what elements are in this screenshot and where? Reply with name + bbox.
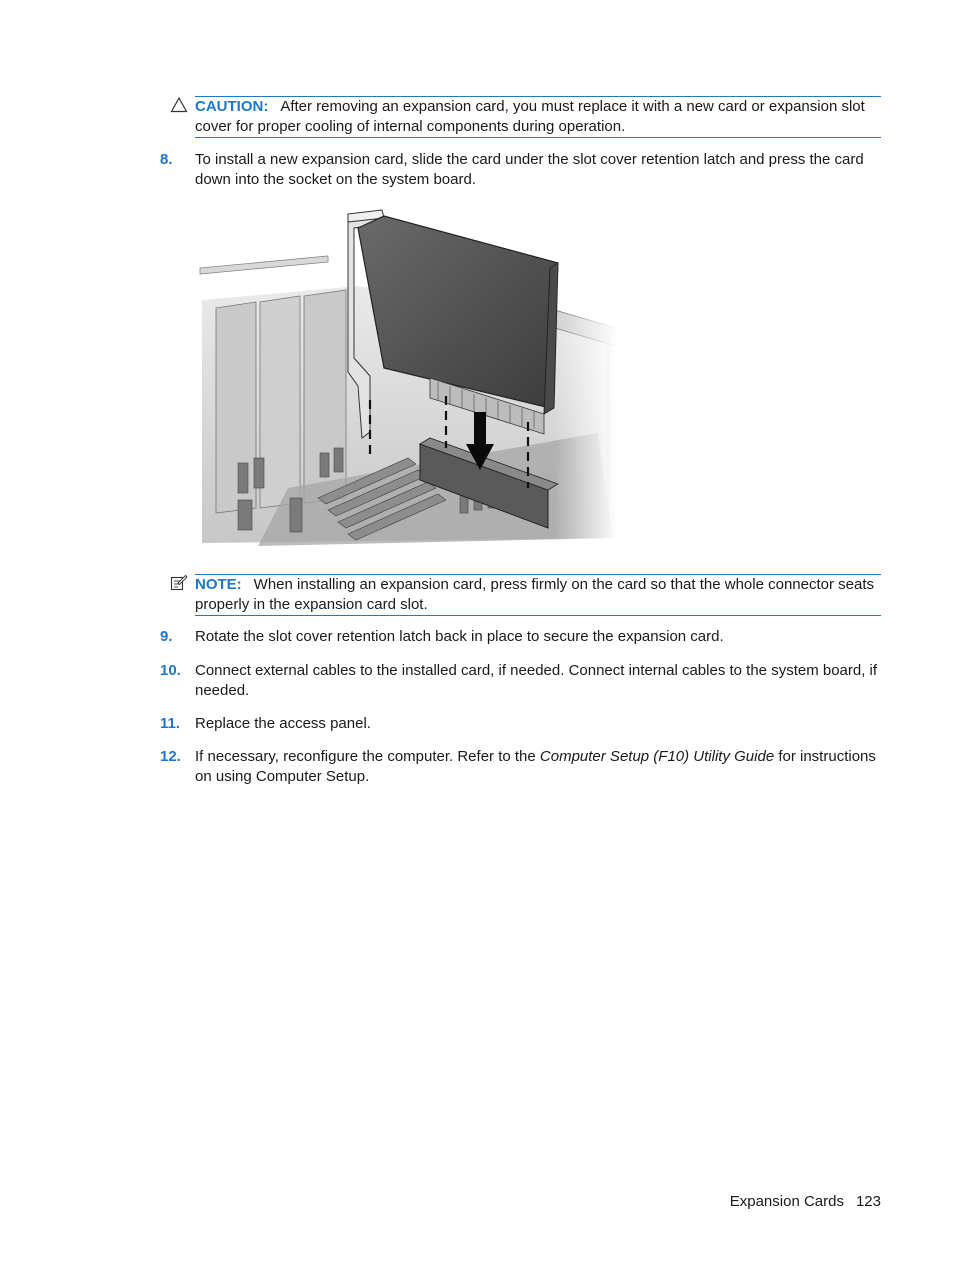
caution-block (195, 96, 881, 138)
caution-text: After removing an expansion card, you must replace it with a new card or expansion slot cover for proper cooling of internal components during operation. (195, 98, 865, 135)
note-block (195, 574, 881, 616)
step-number: 9. (160, 628, 173, 645)
step-number: 11. (160, 715, 181, 732)
step-text: Rotate the slot cover retention latch back in place to secure the expansion card. (195, 628, 724, 645)
step-text: To install a new expansion card, slide the card under the slot cover retention latch and press the card down into the socket on the system board. (195, 151, 864, 188)
step-number: 8. (160, 151, 173, 168)
caution-label: CAUTION: (195, 98, 269, 115)
page-number: 123 (855, 1193, 881, 1210)
step-text-part: for instructions on using Computer Setup. (195, 748, 876, 785)
page-footer (730, 1192, 881, 1212)
caution-triangle-icon (170, 96, 188, 114)
footer-section-title: Expansion Cards (729, 1193, 844, 1210)
step-text: Replace the access panel. (195, 715, 371, 732)
step-number: 12. (160, 748, 181, 765)
note-label: NOTE: (195, 576, 242, 593)
utility-guide-title: Computer Setup (F10) Utility Guide (539, 748, 775, 765)
note-text: When installing an expansion card, press firmly on the card so that the whole connector seats properly in the expansion card slot. (195, 576, 875, 613)
step-text: Connect external cables to the installed card, if needed. Connect internal cables to the system board, if needed. (195, 662, 878, 699)
step-text-part: If necessary, reconfigure the computer. Refer to the (195, 748, 540, 765)
note-pencil-icon (170, 574, 188, 592)
expansion-card-illustration (198, 208, 618, 550)
step-text (195, 747, 881, 787)
step-number: 10. (160, 662, 181, 679)
